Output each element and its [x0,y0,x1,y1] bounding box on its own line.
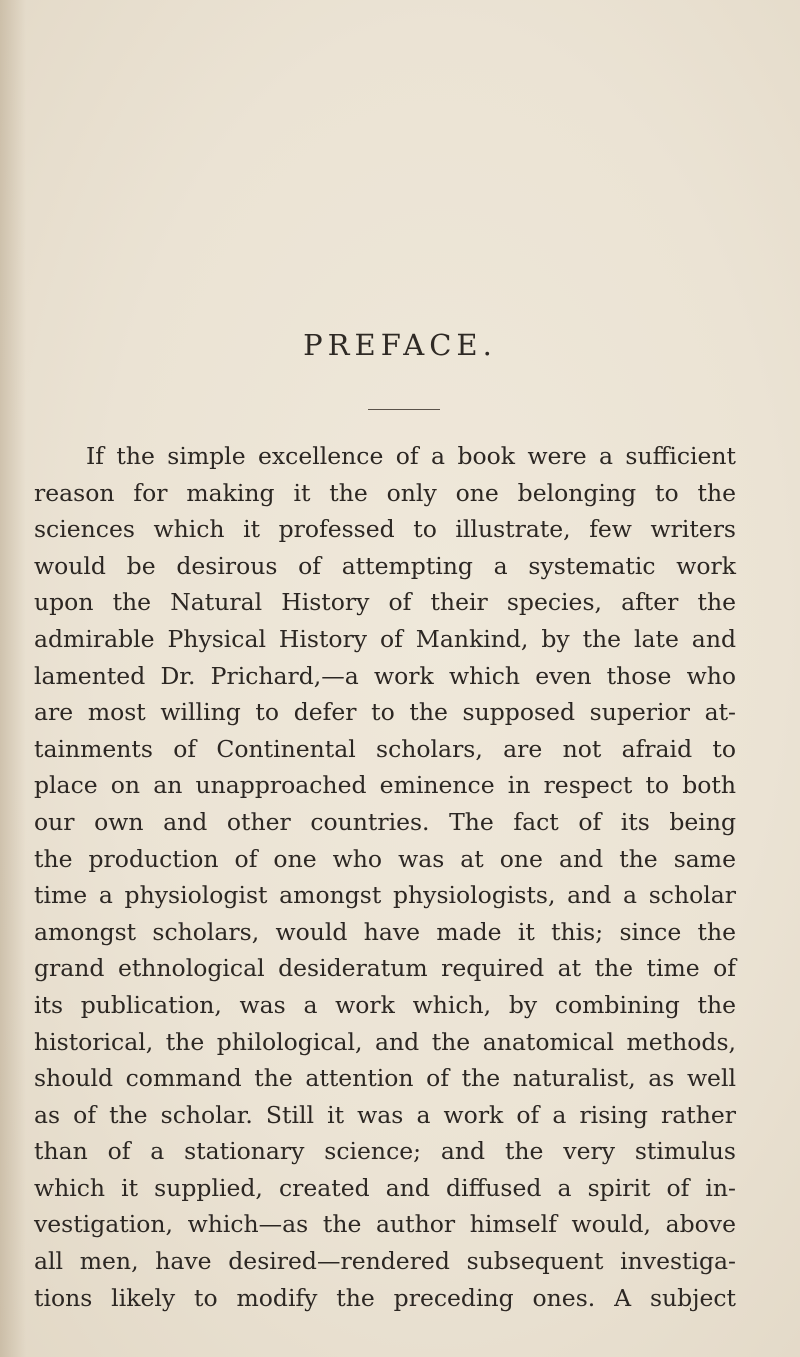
heading-rule [368,409,440,410]
text-line: which it supplied, created and diffused a spirit of in- [34,1173,736,1202]
page-heading: PREFACE. [303,328,497,362]
text-line: reason for making it the only one belonging to the [34,478,736,507]
text-line: all men, have desired—rendered subsequent investiga- [34,1247,736,1276]
text-line: the production of one who was at one and the same [34,844,736,873]
text-line: would be desirous of attempting a systematic work [34,551,736,580]
text-line: our own and other countries. The fact of its being [34,807,736,836]
text-line: sciences which it professed to illustrate, few writers [34,515,736,544]
text-line: vestigation, which—as the author himself would, above [34,1210,736,1239]
text-line: upon the Natural History of their species, after the [34,588,736,617]
text-line: historical, the philological, and the anatomical methods, [34,1027,736,1056]
text-line: its publication, was a work which, by combining the [34,990,736,1019]
text-line: tainments of Continental scholars, are not afraid to [34,734,736,763]
page-gutter-shadow [0,0,26,1357]
text-line: than of a stationary science; and the very stimulus [34,1137,736,1166]
text-line: time a physiologist amongst physiologists, and a scholar [34,881,736,910]
text-line: If the simple excellence of a book were a sufficient [86,442,736,470]
text-line: are most willing to defer to the supposed superior at- [34,698,736,727]
text-line: tions likely to modify the preceding ones. A subject [34,1283,736,1312]
text-line: should command the attention of the naturalist, as well [34,1064,736,1093]
text-line: grand ethnological desideratum required at the time of [34,954,736,983]
text-line: as of the scholar. Still it was a work of a rising rather [34,1100,736,1129]
text-line: place on an unapproached eminence in respect to both [34,771,736,800]
text-line: amongst scholars, would have made it this; since the [34,917,736,946]
preface-paragraph [34,438,736,1316]
text-line: lamented Dr. Prichard,—a work which even those who [34,661,736,690]
text-line: admirable Physical History of Mankind, by the late and [34,624,736,653]
